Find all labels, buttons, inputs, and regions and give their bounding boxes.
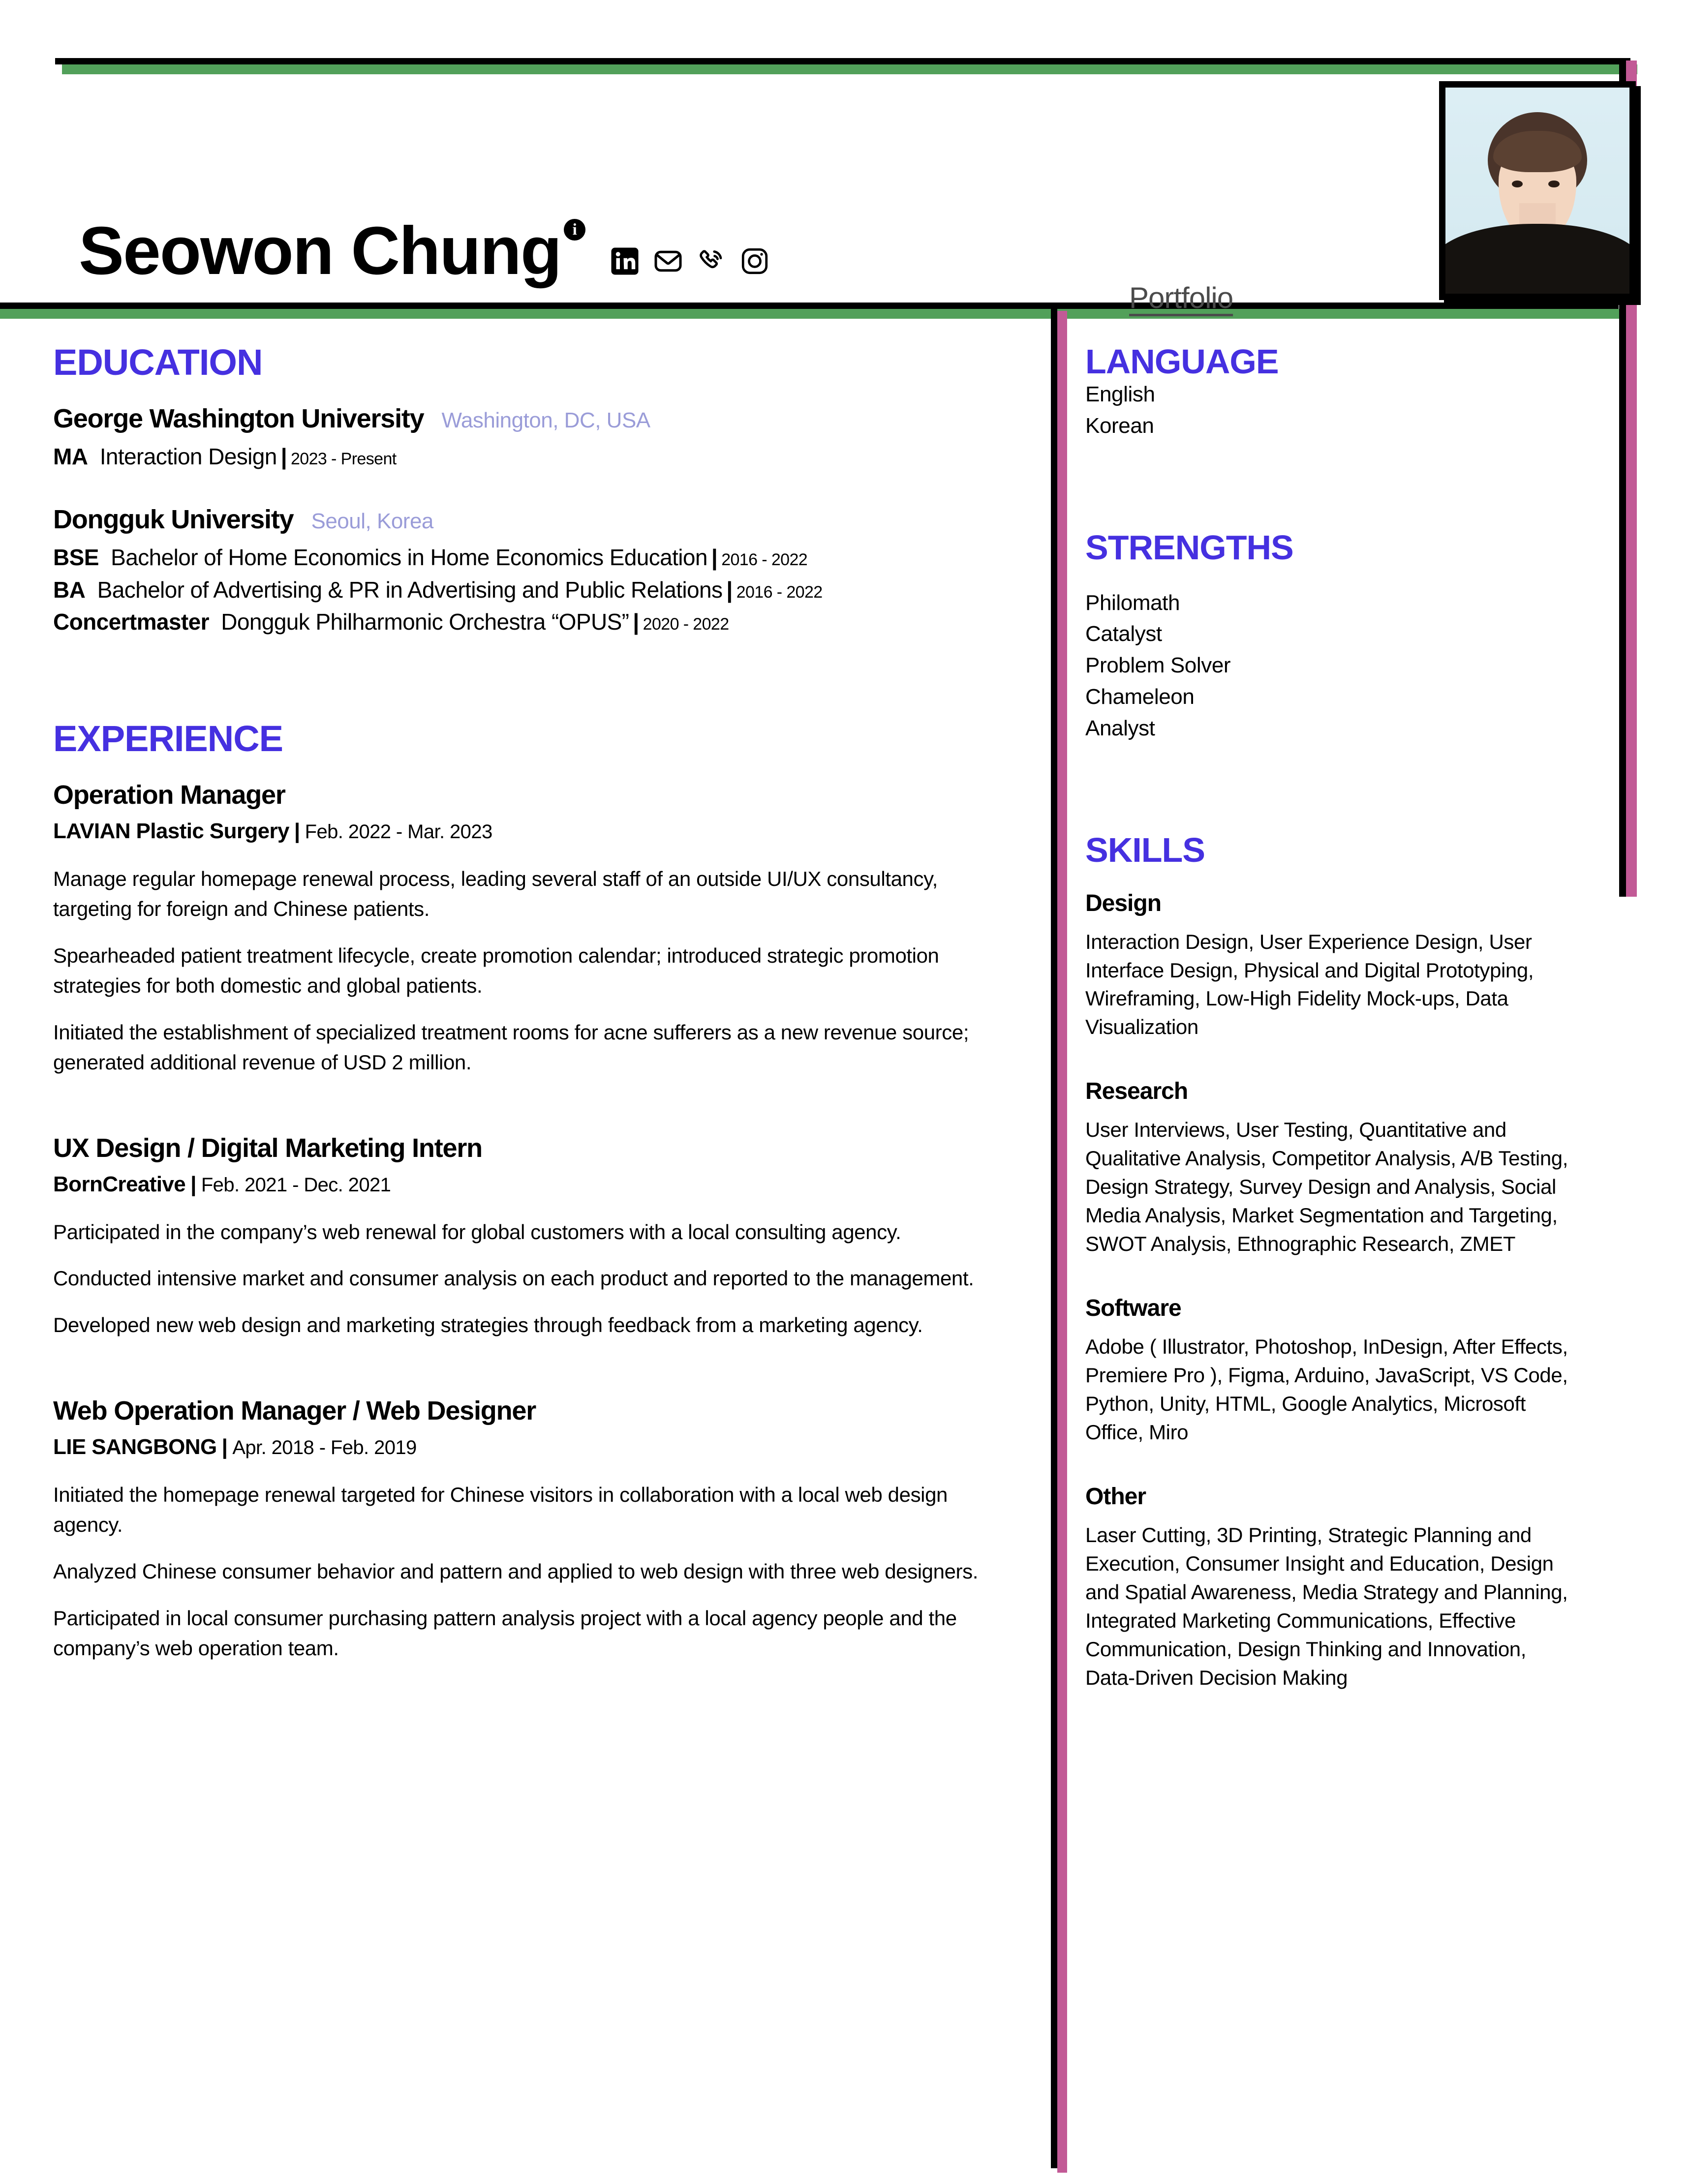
skill-group-software — [1085, 1295, 1577, 1447]
name-row — [79, 213, 769, 289]
skill-group-research — [1085, 1078, 1577, 1258]
degree-field: Bachelor of Advertising & PR in Advertising and Public Relations — [97, 576, 723, 603]
degree-field: Bachelor of Home Economics in Home Economics Education — [111, 545, 707, 571]
skill-group-body: User Interviews, User Testing, Quantitative and Qualitative Analysis, Competitor Analysis, A/B Testing, Design Strategy, Survey Design and Analysis, Social Media Analysis, Market Segmentation and Targeting, SWOT Analysis, Ethnographic Research, ZMET — [1085, 1118, 1568, 1256]
degree-field: Interaction Design — [99, 444, 277, 469]
degree-code: Concertmaster — [53, 608, 209, 635]
job-bullet: Spearheaded patient treatment lifecycle, create promotion calendar; introduced strategic promotion strategies for both domestic and global patients. — [53, 944, 939, 997]
education-entry-head — [53, 504, 1017, 535]
school-location: Washington, DC, USA — [441, 408, 650, 432]
education-degree-line: BA Bachelor of Advertising & PR in Advertising and Public Relations | 2016 - 2022 — [53, 576, 823, 603]
job-bullet: Conducted intensive market and consumer analysis on each product and reported to the management. — [53, 1267, 974, 1290]
job-bullet: Initiated the homepage renewal targeted for Chinese visitors in collaboration with a local web design agency. — [53, 1483, 948, 1537]
skill-group-label: Software — [1085, 1295, 1181, 1322]
section-title-experience: EXPERIENCE — [53, 718, 283, 759]
education-entry — [53, 403, 1017, 473]
skill-group-other — [1085, 1483, 1577, 1692]
degree-code: BSE — [53, 545, 99, 571]
degree-years: 2016 - 2022 — [736, 582, 823, 602]
language-list — [1085, 379, 1577, 442]
header-bottom-green-rule — [0, 309, 1624, 319]
skill-group-body: Interaction Design, User Experience Design, User Interface Design, Physical and Digital Prototyping, Wireframing, Low-High Fidelity Mock-ups, Data Visualization — [1085, 930, 1534, 1039]
degree-years: 2020 - 2022 — [643, 614, 729, 634]
job-bullet: Manage regular homepage renewal process, leading several staff of an outside UI/UX consultancy, targeting for foreign and Chinese patients. — [53, 867, 938, 921]
top-black-rule — [55, 58, 1630, 64]
school-name: Dongguk University — [53, 505, 294, 535]
social-links — [610, 246, 769, 276]
list-item: Korean — [1085, 413, 1154, 438]
job-dates: Apr. 2018 - Feb. 2019 — [232, 1437, 417, 1459]
job-title: Operation Manager — [53, 780, 285, 810]
page-title: Seowon Chung — [79, 213, 561, 289]
list-item: Chameleon — [1085, 684, 1195, 709]
skill-group-label: Other — [1085, 1483, 1146, 1510]
strengths-list — [1085, 587, 1577, 744]
list-item: Catalyst — [1085, 622, 1162, 646]
education-degree-line: MA Interaction Design | 2023 - Present — [53, 444, 397, 469]
list-item: Philomath — [1085, 590, 1180, 615]
instagram-icon[interactable] — [740, 246, 769, 276]
avatar — [1445, 88, 1629, 294]
job-bullet: Analyzed Chinese consumer behavior and pattern and applied to web design with three web designers. — [53, 1560, 979, 1583]
column-divider-black-rule — [1051, 309, 1057, 2168]
job-title: UX Design / Digital Marketing Intern — [53, 1133, 482, 1163]
job-meta: LAVIAN Plastic Surgery | Feb. 2022 - Mar. 2023 — [53, 819, 492, 844]
degree-field: Dongguk Philharmonic Orchestra “OPUS” — [221, 608, 629, 635]
experience-entry — [53, 1395, 1017, 1663]
education-degree-line: Concertmaster Dongguk Philharmonic Orchestra “OPUS” | 2020 - 2022 — [53, 608, 729, 635]
right-column — [1085, 344, 1577, 1729]
skill-group-design — [1085, 890, 1577, 1042]
section-title-language: LANGUAGE — [1085, 342, 1279, 381]
job-meta: LIE SANGBONG | Apr. 2018 - Feb. 2019 — [53, 1435, 417, 1459]
company-name: LIE SANGBONG — [53, 1435, 217, 1459]
column-divider-pink-rule — [1057, 311, 1067, 2173]
info-icon[interactable]: i — [564, 219, 585, 241]
linkedin-icon[interactable] — [610, 246, 640, 276]
education-entry-head — [53, 403, 1017, 434]
top-green-rule — [62, 64, 1637, 74]
degree-years: 2023 - Present — [290, 450, 397, 468]
section-title-strengths: STRENGTHS — [1085, 528, 1293, 567]
resume-header — [0, 74, 1619, 314]
job-dates: Feb. 2022 - Mar. 2023 — [305, 821, 492, 843]
job-dates: Feb. 2021 - Dec. 2021 — [201, 1174, 391, 1196]
portfolio-link[interactable]: Portfolio — [1129, 281, 1233, 314]
skill-group-body: Adobe ( Illustrator, Photoshop, InDesign, After Effects, Premiere Pro ), Figma, Arduino, JavaScript, VS Code, Python, Unity, HTML, Google Analytics, Microsoft Office, Miro — [1085, 1335, 1568, 1444]
school-name: George Washington University — [53, 404, 424, 433]
company-name: BornCreative — [53, 1172, 186, 1196]
job-bullet: Participated in the company’s web renewal for global customers with a local consulting agency. — [53, 1220, 901, 1244]
degree-code: BA — [53, 576, 86, 603]
phone-icon[interactable] — [697, 246, 726, 276]
email-icon[interactable] — [653, 246, 683, 276]
job-bullet: Initiated the establishment of specialized treatment rooms for acne sufferers as a new revenue source; generated additional revenue of USD 2 million. — [53, 1020, 969, 1074]
job-bullet: Developed new web design and marketing strategies through feedback from a marketing agency. — [53, 1313, 923, 1337]
skill-group-label: Design — [1085, 890, 1162, 916]
education-degree-line: BSE Bachelor of Home Economics in Home Economics Education | 2016 - 2022 — [53, 545, 808, 571]
company-name: LAVIAN Plastic Surgery — [53, 819, 289, 844]
list-item: Analyst — [1085, 716, 1155, 740]
job-bullet: Participated in local consumer purchasing pattern analysis project with a local agency people and the company’s web operation team. — [53, 1606, 957, 1660]
left-column — [53, 344, 1017, 1698]
skill-group-label: Research — [1085, 1078, 1188, 1105]
section-title-skills: SKILLS — [1085, 830, 1205, 869]
experience-entry — [53, 1133, 1017, 1341]
job-meta: BornCreative | Feb. 2021 - Dec. 2021 — [53, 1172, 391, 1196]
skill-group-body: Laser Cutting, 3D Printing, Strategic Planning and Execution, Consumer Insight and Education, Design and Spatial Awareness, Media Strategy and Planning, Integrated Marketing Communications, Effective Communication, Design Thinking and Innovation, Data-Driven Decision Making — [1085, 1523, 1568, 1689]
degree-code: MA — [53, 444, 88, 469]
list-item: Problem Solver — [1085, 653, 1231, 678]
experience-entry — [53, 780, 1017, 1077]
section-title-education: EDUCATION — [53, 342, 263, 383]
school-location: Seoul, Korea — [311, 509, 433, 534]
job-title: Web Operation Manager / Web Designer — [53, 1396, 536, 1426]
degree-years: 2016 - 2022 — [721, 550, 808, 570]
header-bottom-black-rule — [0, 303, 1619, 309]
list-item: English — [1085, 382, 1155, 406]
education-entry — [53, 504, 1017, 638]
